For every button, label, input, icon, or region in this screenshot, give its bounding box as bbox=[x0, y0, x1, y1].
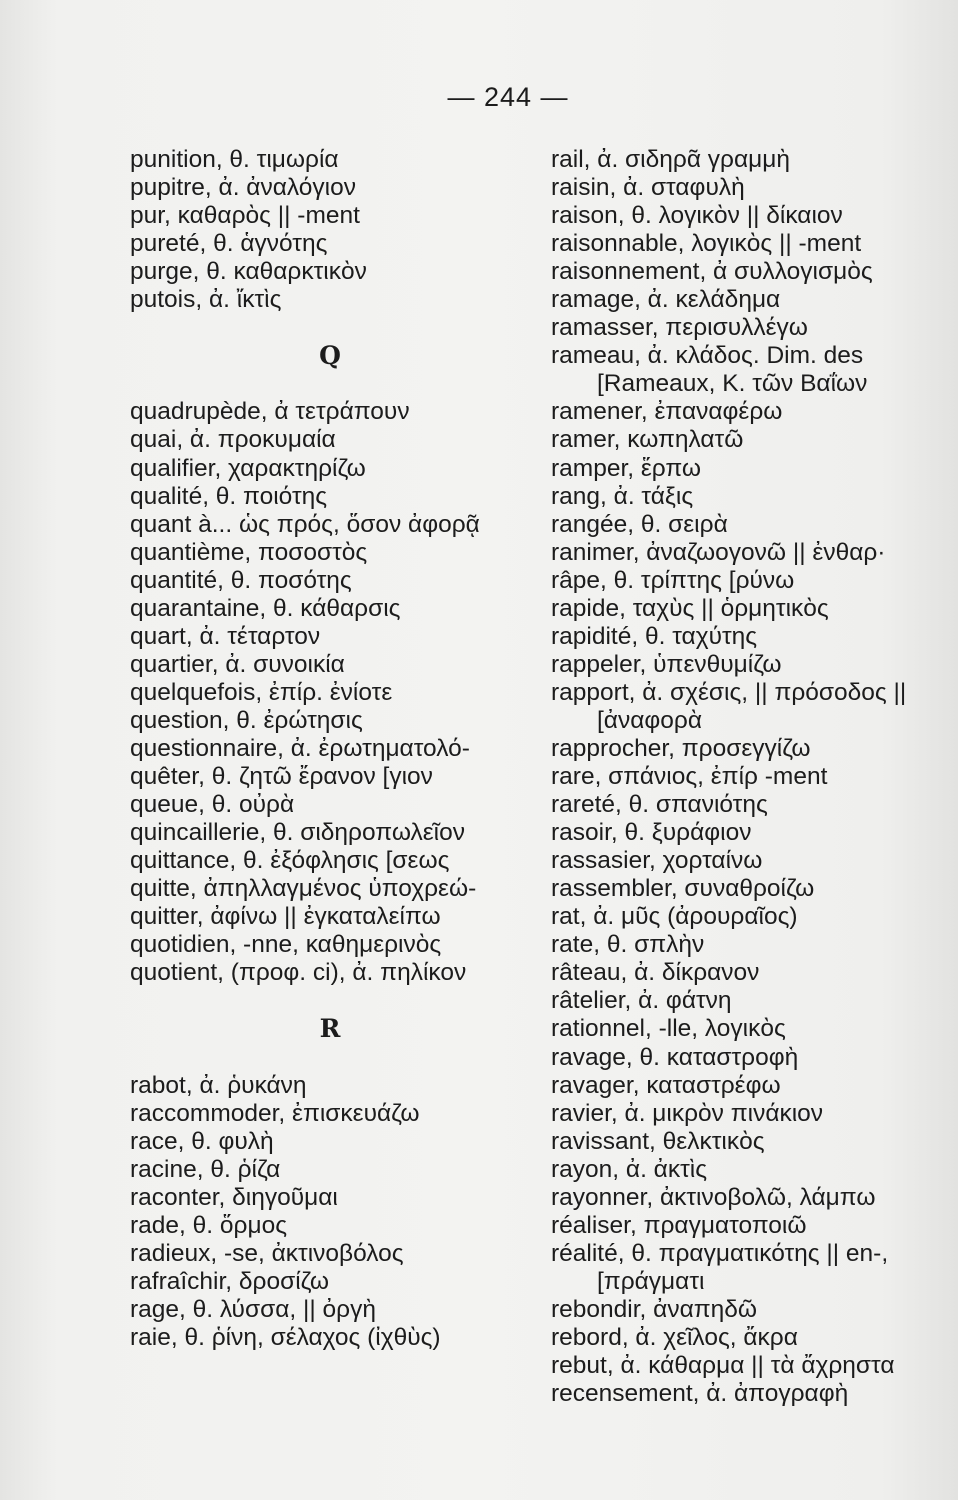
dictionary-entry: pupitre, ἀ. ἀναλόγιον bbox=[130, 174, 356, 202]
dictionary-entry: raison, θ. λογικὸν || δίκαιον bbox=[551, 202, 843, 230]
dictionary-entry: quotidien, -nne, καθημερινὸς bbox=[130, 931, 442, 959]
dictionary-entry: rat, ἀ. μῦς (ἀρουραῖος) bbox=[551, 903, 798, 931]
dictionary-entry: rang, ἀ. τάξις bbox=[551, 482, 694, 510]
dictionary-entry: punition, θ. τιμωρία bbox=[130, 146, 339, 173]
dictionary-entry: raccommoder, ἐπισκευάζω bbox=[130, 1099, 420, 1127]
dictionary-entry: rapport, ἀ. σχέσις, || πρόσοδος || bbox=[551, 678, 907, 706]
dictionary-entry: râtelier, ἀ. φάτνη bbox=[551, 987, 732, 1015]
blank-line bbox=[130, 314, 530, 342]
dictionary-entry: rareté, θ. σπανιότης bbox=[551, 791, 768, 819]
dictionary-entry: quadrupède, ἀ τετράπουν bbox=[130, 398, 410, 426]
dictionary-entry: rationnel, -lle, λογικὸς bbox=[551, 1015, 786, 1043]
dictionary-entry: quantième, ποσοστὸς bbox=[130, 538, 368, 566]
dictionary-entry: raisin, ἀ. σταφυλὴ bbox=[551, 174, 745, 202]
dictionary-entry: rare, σπάνιος, ἐπίρ -ment bbox=[551, 763, 828, 791]
dictionary-entry: rassasier, χορταίνω bbox=[551, 847, 763, 875]
dictionary-entry: recensement, ἀ. ἀπογραφὴ bbox=[551, 1380, 849, 1408]
dictionary-entry: putois, ἀ. ἴκτὶς bbox=[130, 286, 282, 314]
left-column bbox=[130, 146, 530, 1352]
dictionary-entry: rameau, ἀ. κλάδος. Dim. des bbox=[551, 342, 864, 370]
dictionary-entry: raisonnable, λογικὸς || -ment bbox=[551, 230, 862, 258]
section-letter: Q bbox=[319, 341, 341, 371]
dictionary-entry: raconter, διηγοῦμαι bbox=[130, 1183, 338, 1211]
dictionary-entry: ravissant, θελκτικὸς bbox=[551, 1127, 765, 1155]
dictionary-entry: ramper, ἕρπω bbox=[551, 454, 702, 482]
dictionary-entry: réaliser, πραγματοποιῶ bbox=[551, 1211, 807, 1239]
dictionary-entry: purge, θ. καθαρκτικὸν bbox=[130, 258, 367, 286]
dictionary-entry: rappeler, ὑπενθυμίζω bbox=[551, 650, 782, 678]
dictionary-entry: quant à... ὡς πρός, ὅσον ἀφορᾷ bbox=[130, 510, 480, 538]
dictionary-entry: quarantaine, θ. κάθαρσις bbox=[130, 594, 401, 622]
dictionary-entry: rade, θ. ὅρμος bbox=[130, 1211, 288, 1239]
right-column bbox=[551, 146, 951, 1408]
blank-line bbox=[130, 987, 530, 1015]
dictionary-entry: rasoir, θ. ξυράφιον bbox=[551, 819, 752, 847]
dictionary-entry: ramage, ἀ. κελάδημα bbox=[551, 286, 781, 314]
dictionary-entry: rapide, ταχὺς || ὁρμητικὸς bbox=[551, 594, 829, 622]
dictionary-entry: qualité, θ. ποιότης bbox=[130, 482, 328, 510]
dictionary-entry: quincaillerie, θ. σιδηροπωλεῖον bbox=[130, 819, 465, 847]
dictionary-entry: qualifier, χαρακτηρίζω bbox=[130, 454, 366, 482]
dictionary-entry: pur, καθαρὸς || -ment bbox=[130, 202, 360, 230]
dictionary-entry: ravager, καταστρέφω bbox=[551, 1071, 781, 1099]
dictionary-entry: question, θ. ἐρώτησις bbox=[130, 706, 363, 734]
dictionary-entry: quantité, θ. ποσότης bbox=[130, 566, 352, 594]
page-number: — 244 — bbox=[447, 82, 569, 112]
dictionary-entry: raisonnement, ἀ συλλογισμὸς bbox=[551, 258, 873, 286]
dictionary-entry: rabot, ἀ. ῥυκάνη bbox=[130, 1071, 307, 1099]
dictionary-entry: rayon, ἀ. ἀκτὶς bbox=[551, 1155, 708, 1183]
dictionary-entry: quelquefois, ἐπίρ. ἐνίοτε bbox=[130, 678, 393, 706]
dictionary-entry: rebord, ἀ. χεῖλος, ἄκρα bbox=[551, 1323, 798, 1351]
dictionary-entry: radieux, -se, ἀκτινοβόλος bbox=[130, 1239, 404, 1267]
dictionary-entry: ramener, ἐπαναφέρω bbox=[551, 398, 783, 426]
dictionary-entry: quart, ἀ. τέταρτον bbox=[130, 622, 321, 650]
blank-line bbox=[130, 370, 530, 398]
dictionary-entry: quartier, ἀ. συνοικία bbox=[130, 650, 345, 678]
dictionary-entry: réalité, θ. πραγματικότης || en-, bbox=[551, 1239, 889, 1267]
dictionary-entry: rapprocher, προσεγγίζω bbox=[551, 734, 811, 762]
dictionary-entry: rail, ἀ. σιδηρᾶ γραμμὴ bbox=[551, 146, 791, 173]
dictionary-entry: race, θ. φυλὴ bbox=[130, 1127, 274, 1155]
dictionary-entry: rebondir, ἀναπηδῶ bbox=[551, 1295, 758, 1323]
dictionary-entry: rafraîchir, δροσίζω bbox=[130, 1267, 329, 1295]
section-letter: R bbox=[319, 1014, 341, 1044]
dictionary-entry: rage, θ. λύσσα, || ὀργὴ bbox=[130, 1295, 376, 1323]
dictionary-entry: ravier, ἀ. μικρὸν πινάκιον bbox=[551, 1099, 824, 1127]
dictionary-entry: raie, θ. ῥίνη, σέλαχος (ἰχθὺς) bbox=[130, 1323, 441, 1351]
dictionary-entry: quitter, ἀφίνω || ἐγκαταλείπω bbox=[130, 903, 441, 931]
dictionary-entry: rangée, θ. σειρὰ bbox=[551, 510, 728, 538]
dictionary-entry: quai, ἀ. προκυμαία bbox=[130, 426, 336, 454]
dictionary-entry-continuation: [Rameaux, Κ. τῶν Βαΐων bbox=[597, 370, 868, 398]
dictionary-entry: queue, θ. οὐρὰ bbox=[130, 791, 295, 819]
dictionary-entry-continuation: [ἀναφορὰ bbox=[597, 706, 702, 734]
dictionary-entry: rebut, ἀ. κάθαρμα || τὰ ἄχρηστα bbox=[551, 1352, 895, 1380]
dictionary-entry: quitte, ἀπηλλαγμένος ὑποχρεώ- bbox=[130, 875, 477, 903]
dictionary-entry: râpe, θ. τρίπτης [ρύνω bbox=[551, 566, 795, 594]
dictionary-entry: racine, θ. ῥίζα bbox=[130, 1155, 281, 1183]
dictionary-entry: quotient, (προφ. ci), ἀ. πηλίκον bbox=[130, 959, 467, 987]
blank-line bbox=[130, 1044, 530, 1072]
dictionary-entry: ravage, θ. καταστροφὴ bbox=[551, 1043, 799, 1071]
dictionary-entry: ramasser, περισυλλέγω bbox=[551, 314, 808, 342]
dictionary-entry: pureté, θ. ἁγνότης bbox=[130, 230, 328, 258]
dictionary-entry: rassembler, συναθροίζω bbox=[551, 875, 815, 903]
dictionary-entry: ramer, κωπηλατῶ bbox=[551, 426, 744, 454]
dictionary-entry: quêter, θ. ζητῶ ἔρανον [γιον bbox=[130, 763, 433, 791]
dictionary-entry: questionnaire, ἀ. ἐρωτηματολό- bbox=[130, 734, 470, 762]
dictionary-entry: rayonner, ἀκτινοβολῶ, λάμπω bbox=[551, 1183, 876, 1211]
dictionary-entry: quittance, θ. ἐξόφλησις [σεως bbox=[130, 847, 450, 875]
dictionary-entry: ranimer, ἀναζωογονῶ || ἐνθαρ· bbox=[551, 538, 886, 566]
dictionary-entry: rapidité, θ. ταχύτης bbox=[551, 622, 758, 650]
dictionary-entry-continuation: [πράγματι bbox=[597, 1267, 705, 1295]
dictionary-entry: râteau, ἀ. δίκρανον bbox=[551, 959, 760, 987]
dictionary-entry: rate, θ. σπλὴν bbox=[551, 931, 705, 959]
